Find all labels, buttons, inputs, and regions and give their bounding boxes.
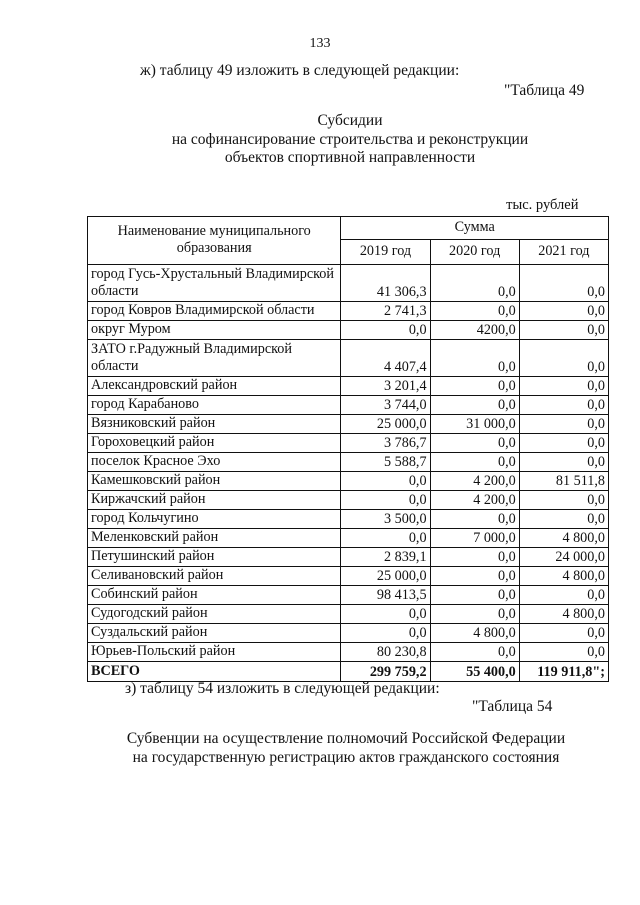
title-line-3: объектов спортивной направленности bbox=[224, 149, 476, 166]
row-value-2019: 4 407,4 bbox=[341, 339, 430, 376]
row-name: Селивановский район bbox=[88, 566, 341, 585]
table-row bbox=[88, 509, 609, 528]
title-line-1: Субсидии bbox=[317, 112, 383, 129]
row-value-2020: 0,0 bbox=[430, 509, 519, 528]
row-value-2020: 4 200,0 bbox=[430, 471, 519, 490]
row-value-2021: 4 800,0 bbox=[519, 528, 608, 547]
row-name: город Кольчугино bbox=[88, 509, 341, 528]
row-name: округ Муром bbox=[88, 320, 341, 339]
row-value-2019: 3 500,0 bbox=[341, 509, 430, 528]
table-49-reference: "Таблица 49 bbox=[504, 82, 585, 99]
table-body bbox=[88, 264, 609, 661]
subtitle-54-line-2: на государственную регистрацию актов гражданского состояния bbox=[132, 749, 560, 766]
row-value-2019: 3 786,7 bbox=[341, 433, 430, 452]
row-value-2020: 0,0 bbox=[430, 585, 519, 604]
row-value-2021: 4 800,0 bbox=[519, 604, 608, 623]
amendment-intro-zh: ж) таблицу 49 изложить в следующей редакции: bbox=[140, 62, 460, 79]
row-name: город Ковров Владимирской области bbox=[88, 301, 341, 320]
row-value-2021: 0,0 bbox=[519, 509, 608, 528]
row-value-2021: 0,0 bbox=[519, 414, 608, 433]
row-value-2020: 0,0 bbox=[430, 452, 519, 471]
row-value-2021: 0,0 bbox=[519, 339, 608, 376]
row-value-2020: 0,0 bbox=[430, 264, 519, 301]
row-value-2019: 2 839,1 bbox=[341, 547, 430, 566]
row-value-2019: 0,0 bbox=[341, 490, 430, 509]
row-value-2021: 0,0 bbox=[519, 623, 608, 642]
table-row bbox=[88, 471, 609, 490]
row-value-2020: 0,0 bbox=[430, 395, 519, 414]
total-label: ВСЕГО bbox=[88, 661, 341, 681]
table-row bbox=[88, 320, 609, 339]
table-row bbox=[88, 376, 609, 395]
row-value-2021: 0,0 bbox=[519, 452, 608, 471]
row-value-2019: 3 201,4 bbox=[341, 376, 430, 395]
header-year-2020: 2020 год bbox=[430, 239, 519, 264]
row-name: Суздальский район bbox=[88, 623, 341, 642]
row-value-2019: 5 588,7 bbox=[341, 452, 430, 471]
unit-label: тыс. рублей bbox=[506, 197, 579, 214]
row-value-2020: 4200,0 bbox=[430, 320, 519, 339]
row-value-2021: 81 511,8 bbox=[519, 471, 608, 490]
header-year-2019: 2019 год bbox=[341, 239, 430, 264]
row-value-2020: 4 800,0 bbox=[430, 623, 519, 642]
row-value-2020: 7 000,0 bbox=[430, 528, 519, 547]
row-value-2020: 0,0 bbox=[430, 566, 519, 585]
row-value-2019: 98 413,5 bbox=[341, 585, 430, 604]
row-value-2021: 0,0 bbox=[519, 642, 608, 661]
row-value-2019: 41 306,3 bbox=[341, 264, 430, 301]
row-value-2019: 0,0 bbox=[341, 528, 430, 547]
header-name: Наименование муниципального образования bbox=[88, 216, 341, 264]
row-value-2021: 0,0 bbox=[519, 395, 608, 414]
row-value-2019: 80 230,8 bbox=[341, 642, 430, 661]
row-value-2021: 0,0 bbox=[519, 585, 608, 604]
row-name: Судогодский район bbox=[88, 604, 341, 623]
row-value-2021: 0,0 bbox=[519, 433, 608, 452]
row-value-2019: 0,0 bbox=[341, 623, 430, 642]
row-value-2021: 0,0 bbox=[519, 264, 608, 301]
table-row bbox=[88, 528, 609, 547]
row-value-2019: 0,0 bbox=[341, 604, 430, 623]
row-name: город Гусь-Хрустальный Владимирской области bbox=[88, 264, 341, 301]
table-row bbox=[88, 490, 609, 509]
table-row bbox=[88, 301, 609, 320]
table-row bbox=[88, 604, 609, 623]
row-name: Киржачский район bbox=[88, 490, 341, 509]
row-value-2020: 0,0 bbox=[430, 642, 519, 661]
row-name: Вязниковский район bbox=[88, 414, 341, 433]
row-value-2020: 0,0 bbox=[430, 604, 519, 623]
title-line-2: на софинансирование строительства и реконструкции bbox=[171, 131, 529, 148]
row-name: Собинский район bbox=[88, 585, 341, 604]
header-year-2021: 2021 год bbox=[519, 239, 608, 264]
row-value-2019: 25 000,0 bbox=[341, 566, 430, 585]
table-row bbox=[88, 339, 609, 376]
row-name: Юрьев-Польский район bbox=[88, 642, 341, 661]
table-row bbox=[88, 414, 609, 433]
table-row bbox=[88, 642, 609, 661]
row-value-2019: 25 000,0 bbox=[341, 414, 430, 433]
row-value-2020: 31 000,0 bbox=[430, 414, 519, 433]
row-value-2021: 0,0 bbox=[519, 376, 608, 395]
row-value-2019: 0,0 bbox=[341, 320, 430, 339]
row-value-2019: 2 741,3 bbox=[341, 301, 430, 320]
row-name: поселок Красное Эхо bbox=[88, 452, 341, 471]
table-54-reference: "Таблица 54 bbox=[472, 698, 553, 715]
table-row bbox=[88, 585, 609, 604]
total-row bbox=[88, 661, 609, 681]
header-sum: Сумма bbox=[341, 216, 609, 239]
total-2021: 119 911,8"; bbox=[519, 661, 608, 681]
table-row bbox=[88, 566, 609, 585]
row-value-2020: 0,0 bbox=[430, 376, 519, 395]
table-row bbox=[88, 395, 609, 414]
total-2019: 299 759,2 bbox=[341, 661, 430, 681]
table-row bbox=[88, 433, 609, 452]
table-row bbox=[88, 547, 609, 566]
row-name: Александровский район bbox=[88, 376, 341, 395]
row-value-2019: 3 744,0 bbox=[341, 395, 430, 414]
row-value-2020: 0,0 bbox=[430, 339, 519, 376]
table-row bbox=[88, 452, 609, 471]
total-2020: 55 400,0 bbox=[430, 661, 519, 681]
row-value-2021: 0,0 bbox=[519, 301, 608, 320]
row-value-2021: 4 800,0 bbox=[519, 566, 608, 585]
subsidies-table bbox=[87, 196, 609, 682]
row-value-2020: 0,0 bbox=[430, 433, 519, 452]
table-row bbox=[88, 623, 609, 642]
row-name: Петушинский район bbox=[88, 547, 341, 566]
row-name: город Карабаново bbox=[88, 395, 341, 414]
table-row bbox=[88, 264, 609, 301]
row-value-2021: 0,0 bbox=[519, 320, 608, 339]
row-value-2020: 0,0 bbox=[430, 547, 519, 566]
page-number: 133 bbox=[309, 36, 331, 51]
row-name: ЗАТО г.Радужный Владимирской области bbox=[88, 339, 341, 376]
row-name: Камешковский район bbox=[88, 471, 341, 490]
amendment-intro-z: з) таблицу 54 изложить в следующей редакции: bbox=[125, 680, 440, 697]
row-value-2020: 4 200,0 bbox=[430, 490, 519, 509]
row-value-2021: 24 000,0 bbox=[519, 547, 608, 566]
row-value-2019: 0,0 bbox=[341, 471, 430, 490]
subtitle-54-line-1: Субвенции на осуществление полномочий Российской Федерации bbox=[126, 730, 566, 747]
row-value-2021: 0,0 bbox=[519, 490, 608, 509]
row-name: Меленковский район bbox=[88, 528, 341, 547]
row-name: Гороховецкий район bbox=[88, 433, 341, 452]
row-value-2020: 0,0 bbox=[430, 301, 519, 320]
